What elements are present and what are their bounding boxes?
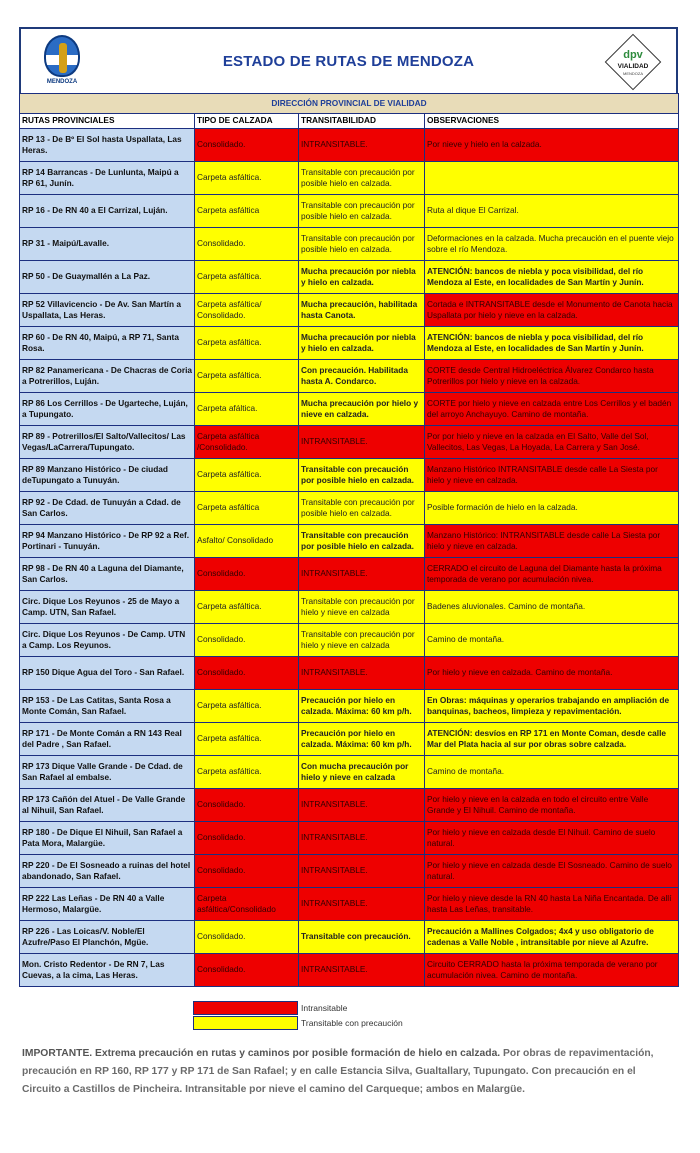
table-row — [20, 426, 679, 459]
table-row — [20, 657, 679, 690]
road-status: INTRANSITABLE. — [299, 657, 425, 690]
road-type: Carpeta asfáltica. — [195, 162, 299, 195]
legend-swatch-yellow — [193, 1016, 298, 1030]
table-row — [20, 294, 679, 327]
road-status: Transitable con precaución por posible hielo en calzada. — [299, 492, 425, 525]
road-type: Consolidado. — [195, 855, 299, 888]
routes-table — [19, 93, 679, 987]
table-row — [20, 888, 679, 921]
road-observations: Badenes aluvionales. Camino de montaña. — [425, 591, 679, 624]
route-name: RP 180 - De Dique El Nihuil, San Rafael a Pata Mora, Malargüe. — [20, 822, 195, 855]
table-row — [20, 360, 679, 393]
route-name: RP 50 - De Guaymallén a La Paz. — [20, 261, 195, 294]
road-type: Consolidado. — [195, 228, 299, 261]
table-row — [20, 690, 679, 723]
route-name: RP 98 - De RN 40 a Laguna del Diamante, San Carlos. — [20, 558, 195, 591]
road-observations: CERRADO el circuito de Laguna del Diamante hasta la próxima temporada de verano por acumulación nivea. — [425, 558, 679, 591]
road-status: INTRANSITABLE. — [299, 558, 425, 591]
route-name: RP 31 - Maipú/Lavalle. — [20, 228, 195, 261]
route-name: Circ. Dique Los Reyunos - 25 de Mayo a Camp. UTN, San Rafael. — [20, 591, 195, 624]
road-status: Transitable con precaución por hielo y nieve en calzada — [299, 624, 425, 657]
road-observations: Por hielo y nieve desde la RN 40 hasta La Niña Encantada. De allí hasta Las Leñas, transitable. — [425, 888, 679, 921]
road-observations — [425, 162, 679, 195]
legend — [193, 1000, 403, 1030]
road-observations: En Obras: máquinas y operarios trabajando en ampliación de banquinas, bacheos, limpieza y repavimentación. — [425, 690, 679, 723]
table-row — [20, 195, 679, 228]
road-type: Carpeta asfáltica. — [195, 261, 299, 294]
vialidad-logo-mark: dpv — [623, 49, 643, 61]
road-observations: Por hielo y nieve en calzada. Camino de montaña. — [425, 657, 679, 690]
table-row — [20, 393, 679, 426]
important-note — [22, 1045, 662, 1099]
vialidad-logo-sublabel: MENDOZA — [623, 71, 643, 76]
route-name: RP 153 - De Las Catitas, Santa Rosa a Monte Comán, San Rafael. — [20, 690, 195, 723]
road-type: Asfalto/ Consolidado — [195, 525, 299, 558]
table-row — [20, 921, 679, 954]
route-name: RP 13 - De Bº El Sol hasta Uspallata, Las Heras. — [20, 129, 195, 162]
road-observations: Por nieve y hielo en la calzada. — [425, 129, 679, 162]
road-observations: Circuito CERRADO hasta la próxima temporada de verano por acumulación nivea. Camino de montaña. — [425, 954, 679, 987]
road-observations: ATENCIÓN: bancos de niebla y poca visibilidad, del río Mendoza al Este, en localidades de San Martín y Junín. — [425, 261, 679, 294]
legend-swatch-red — [193, 1001, 298, 1015]
vialidad-logo-label: VIALIDAD — [617, 63, 649, 70]
road-status: Mucha precaución por niebla y hielo en calzada. — [299, 327, 425, 360]
route-name: RP 60 - De RN 40, Maipú, a RP 71, Santa Rosa. — [20, 327, 195, 360]
route-name: RP 150 Dique Agua del Toro - San Rafael. — [20, 657, 195, 690]
vialidad-diamond-icon — [605, 34, 662, 91]
table-row — [20, 525, 679, 558]
table-row — [20, 591, 679, 624]
road-type: Consolidado. — [195, 822, 299, 855]
road-status: INTRANSITABLE. — [299, 888, 425, 921]
route-name: RP 16 - De RN 40 a El Carrizal, Luján. — [20, 195, 195, 228]
road-type: Carpeta asfáltica. — [195, 756, 299, 789]
table-row — [20, 492, 679, 525]
table-row — [20, 327, 679, 360]
road-type: Carpeta asfáltica. — [195, 459, 299, 492]
road-status: INTRANSITABLE. — [299, 954, 425, 987]
legend-item — [193, 1015, 403, 1030]
page-title: ESTADO DE RUTAS DE MENDOZA — [222, 53, 475, 70]
report-header — [19, 27, 678, 93]
column-header: OBSERVACIONES — [425, 114, 679, 129]
road-status: Transitable con precaución. — [299, 921, 425, 954]
road-type: Carpeta asfáltica/Consolidado — [195, 888, 299, 921]
road-observations: Camino de montaña. — [425, 756, 679, 789]
road-status: INTRANSITABLE. — [299, 129, 425, 162]
route-name: RP 171 - De Monte Comán a RN 143 Real del Padre , San Rafael. — [20, 723, 195, 756]
report-sheet — [19, 27, 678, 987]
table-row — [20, 624, 679, 657]
road-status: Transitable con precaución por posible hielo en calzada. — [299, 459, 425, 492]
road-status: Transitable con precaución por posible hielo en calzada. — [299, 228, 425, 261]
road-observations: ATENCIÓN: bancos de niebla y poca visibilidad, del río Mendoza al Este, en localidades de San Martín y Junín. — [425, 327, 679, 360]
agency-row — [20, 94, 679, 114]
road-status: Con mucha precaución por hielo y nieve en calzada — [299, 756, 425, 789]
important-note-body: Por obras de repavimentación, precaución en RP 160, RP 177 y RP 171 de San Rafael; y en calle Estancia Silva, Gualtallary, Tupungato. Con precaución en el Circuito a Castillos de Pincheira. Intransitable por nieve el camino del Carqueque; ambos en Malargüe. — [22, 1048, 654, 1095]
table-row — [20, 723, 679, 756]
table-header-row — [20, 114, 679, 129]
road-type: Consolidado. — [195, 657, 299, 690]
table-row — [20, 789, 679, 822]
route-name: RP 89 Manzano Histórico - De ciudad deTupungato a Tunuyán. — [20, 459, 195, 492]
table-row — [20, 162, 679, 195]
route-name: RP 222 Las Leñas - De RN 40 a Valle Hermoso, Malargüe. — [20, 888, 195, 921]
road-type: Carpeta asfáltica. — [195, 723, 299, 756]
road-type: Carpeta asfáltica. — [195, 690, 299, 723]
column-header: TRANSITABILIDAD — [299, 114, 425, 129]
legend-label: Intransitable — [301, 1002, 348, 1013]
road-status: INTRANSITABLE. — [299, 789, 425, 822]
road-type: Consolidado. — [195, 558, 299, 591]
road-observations: ATENCIÓN: desvíos en RP 171 en Monte Coman, desde calle Mar del Plata hacia al sur por obras sobre calzada. — [425, 723, 679, 756]
agency-name: DIRECCIÓN PROVINCIAL DE VIALIDAD — [20, 94, 679, 114]
route-name: Mon. Cristo Redentor - De RN 7, Las Cuevas, a la cima, Las Heras. — [20, 954, 195, 987]
table-row — [20, 558, 679, 591]
legend-item — [193, 1000, 403, 1015]
road-type: Consolidado. — [195, 789, 299, 822]
road-type: Carpeta afáltica. — [195, 393, 299, 426]
road-status: Transitable con precaución por posible hielo en calzada. — [299, 195, 425, 228]
table-row — [20, 129, 679, 162]
route-name: RP 86 Los Cerrillos - De Ugarteche, Luján, a Tupungato. — [20, 393, 195, 426]
road-type: Carpeta asfáltica. — [195, 360, 299, 393]
table-row — [20, 822, 679, 855]
road-status: Mucha precaución por niebla y hielo en calzada. — [299, 261, 425, 294]
road-observations: Posible formación de hielo en la calzada. — [425, 492, 679, 525]
road-type: Carpeta asfáltica — [195, 492, 299, 525]
route-name: RP 226 - Las Loicas/V. Noble/El Azufre/Paso El Planchón, Mgüe. — [20, 921, 195, 954]
column-header: TIPO DE CALZADA — [195, 114, 299, 129]
road-type: Carpeta asfáltica. — [195, 327, 299, 360]
table-row — [20, 855, 679, 888]
road-observations: CORTE por hielo y nieve en calzada entre Los Cerrillos y el badén del arroyo Anchayuyo. Camino de montaña. — [425, 393, 679, 426]
road-observations: Camino de montaña. — [425, 624, 679, 657]
column-header: RUTAS PROVINCIALES — [20, 114, 195, 129]
table-row — [20, 228, 679, 261]
road-type: Consolidado. — [195, 954, 299, 987]
road-type: Carpeta asfáltica — [195, 195, 299, 228]
road-status: Transitable con precaución por posible hielo en calzada. — [299, 162, 425, 195]
legend-label: Transitable con precaución — [301, 1017, 403, 1028]
table-row — [20, 756, 679, 789]
route-name: RP 173 Cañón del Atuel - De Valle Grande al Nihuil, San Rafael. — [20, 789, 195, 822]
route-name: RP 82 Panamericana - De Chacras de Coria a Potrerillos, Luján. — [20, 360, 195, 393]
road-type: Carpeta asfáltica. — [195, 591, 299, 624]
road-observations: Por por hielo y nieve en la calzada en El Salto, Valle del Sol, Vallecitos, Las Vegas, La Hoyada, La Carrera y San José. — [425, 426, 679, 459]
road-observations: Manzano Histórico: INTRANSITABLE desde calle La Siesta por hielo y nieve en calzada. — [425, 525, 679, 558]
road-status: Con precaución. Habilitada hasta A. Condarco. — [299, 360, 425, 393]
road-observations: Precaución a Mallines Colgados; 4x4 y uso obligatorio de cadenas a Valle Noble , intransitable por nieve al Azufre. — [425, 921, 679, 954]
road-status: Precaución por hielo en calzada. Máxima: 60 km p/h. — [299, 723, 425, 756]
route-name: RP 14 Barrancas - De Lunlunta, Maipú a RP 61, Junín. — [20, 162, 195, 195]
road-status: Precaución por hielo en calzada. Máxima: 60 km p/h. — [299, 690, 425, 723]
road-observations: CORTE desde Central Hidroeléctrica Álvarez Condarco hasta Potrerillos por hielo y nieve en la calzada. — [425, 360, 679, 393]
road-status: Mucha precaución, habilitada hasta Canota. — [299, 294, 425, 327]
road-observations: Por hielo y nieve en calzada desde El Nihuil. Camino de suelo natural. — [425, 822, 679, 855]
road-type: Consolidado. — [195, 624, 299, 657]
mendoza-logo-label: MENDOZA — [46, 79, 78, 85]
road-type: Carpeta asfáltica/ Consolidado. — [195, 294, 299, 327]
route-name: RP 92 - De Cdad. de Tunuyán a Cdad. de San Carlos. — [20, 492, 195, 525]
important-note-lead: IMPORTANTE. Extrema precaución en rutas y caminos por posible formación de hielo en calzada. — [22, 1048, 501, 1059]
road-type: Consolidado. — [195, 129, 299, 162]
road-observations: Cortada e INTRANSITABLE desde el Monumento de Canota hacia Uspallata por hielo y nieve en la calzada. — [425, 294, 679, 327]
table-row — [20, 261, 679, 294]
route-name: RP 173 Dique Valle Grande - De Cdad. de San Rafael al embalse. — [20, 756, 195, 789]
road-status: Transitable con precaución por hielo y nieve en calzada — [299, 591, 425, 624]
vialidad-logo — [606, 35, 660, 89]
route-name: RP 94 Manzano Histórico - De RP 92 a Ref. Portinari - Tunuyán. — [20, 525, 195, 558]
road-observations: Manzano Histórico INTRANSITABLE desde calle La Siesta por hielo y nieve en calzada. — [425, 459, 679, 492]
route-name: RP 220 - De El Sosneado a ruinas del hotel abandonado, San Rafael. — [20, 855, 195, 888]
route-name: RP 52 Villavicencio - De Av. San Martín a Uspallata, Las Heras. — [20, 294, 195, 327]
road-observations: Ruta al dique El Carrizal. — [425, 195, 679, 228]
road-observations: Deformaciones en la calzada. Mucha precaución en el puente viejo sobre el río Mendoza. — [425, 228, 679, 261]
road-status: INTRANSITABLE. — [299, 426, 425, 459]
road-status: Mucha precaución por hielo y nieve en calzada. — [299, 393, 425, 426]
road-type: Carpeta asfáltica /Consolidado. — [195, 426, 299, 459]
route-name: RP 89 - Potrerillos/El Salto/Vallecitos/ Las Vegas/LaCarrera/Tupungato. — [20, 426, 195, 459]
road-status: INTRANSITABLE. — [299, 855, 425, 888]
route-name: Circ. Dique Los Reyunos - De Camp. UTN a Camp. Los Reyunos. — [20, 624, 195, 657]
road-status: INTRANSITABLE. — [299, 822, 425, 855]
road-observations: Por hielo y nieve en la calzada en todo el circuito entre Valle Grande y El Nihuil. Camino de montaña. — [425, 789, 679, 822]
road-observations: Por hielo y nieve en calzada desde El Sosneado. Camino de suelo natural. — [425, 855, 679, 888]
road-type: Consolidado. — [195, 921, 299, 954]
table-row — [20, 459, 679, 492]
road-status: Transitable con precaución por posible hielo en calzada. — [299, 525, 425, 558]
table-row — [20, 954, 679, 987]
